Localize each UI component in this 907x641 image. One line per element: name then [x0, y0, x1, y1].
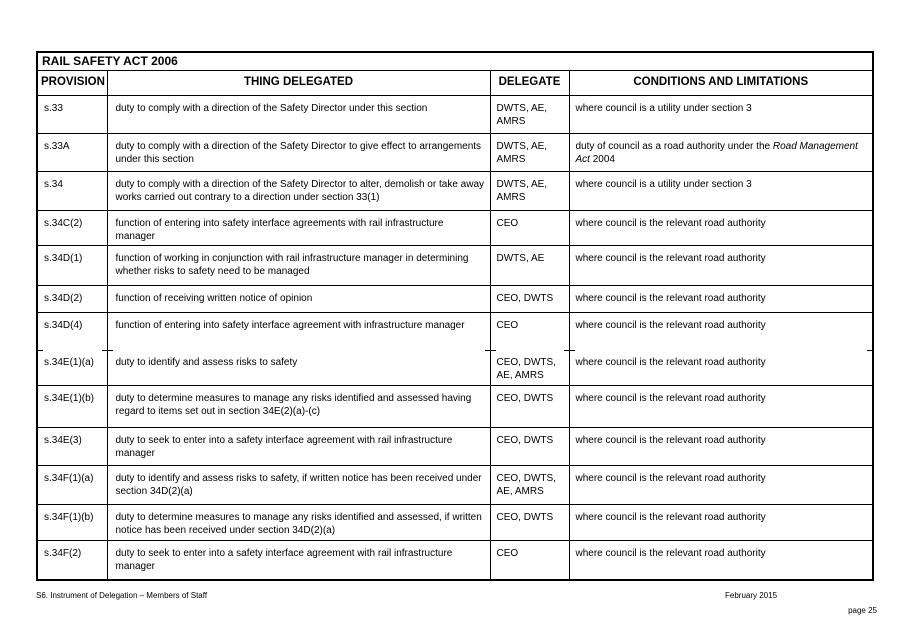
provision-cell: s.34F(1)(b) [37, 504, 107, 540]
thing-cell: function of receiving written notice of opinion [107, 285, 490, 312]
thing-cell: duty to comply with a direction of the Safety Director to alter, demolish or take away works carried out contrary to a direction under section 33(1) [107, 171, 490, 210]
provision-cell: s.33 [37, 95, 107, 133]
column-header-provision: PROVISION [37, 70, 107, 95]
thing-cell: duty to identify and assess risks to safety [107, 350, 490, 385]
column-header-row [37, 70, 873, 95]
provision-cell: s.34C(2) [37, 210, 107, 245]
table-row [37, 133, 873, 171]
delegate-cell: DWTS, AE, AMRS [490, 133, 569, 171]
conditions-cell [569, 171, 873, 210]
conditions-text: where council is the relevant road authority [575, 434, 766, 446]
provision-cell: s.34F(2) [37, 540, 107, 580]
conditions-cell [569, 245, 873, 285]
delegate-cell: CEO, DWTS, AE, AMRS [490, 350, 569, 385]
delegate-cell: CEO, DWTS [490, 285, 569, 312]
thing-cell: duty to comply with a direction of the Safety Director under this section [107, 95, 490, 133]
conditions-text-italic: Road Management Act [575, 140, 858, 165]
delegate-cell: CEO, DWTS [490, 427, 569, 465]
thing-cell: duty to determine measures to manage any risks identified and assessed having regard to items set out in section 34E(2)(a)-(c) [107, 385, 490, 427]
conditions-text: where council is a utility under section 3 [575, 102, 752, 114]
footer-document-title: S6. Instrument of Delegation – Members of Staff [36, 591, 208, 600]
conditions-cell [569, 540, 873, 580]
table-row [37, 504, 873, 540]
provision-cell: s.34D(2) [37, 285, 107, 312]
table-body [37, 95, 873, 580]
thing-cell: duty to comply with a direction of the Safety Director to give effect to arrangements under this section [107, 133, 490, 171]
footer-date: February 2015 [725, 591, 778, 600]
delegate-cell: CEO [490, 210, 569, 245]
table-row [37, 95, 873, 133]
column-header-thing-delegated: THING DELEGATED [107, 70, 490, 95]
conditions-text: where council is the relevant road authority [575, 392, 766, 404]
thing-cell: function of entering into safety interface agreement with infrastructure manager [107, 312, 490, 350]
table-row [37, 171, 873, 210]
thing-cell: duty to seek to enter into a safety interface agreement with rail infrastructure manager [107, 427, 490, 465]
table-row [37, 285, 873, 312]
conditions-cell [569, 312, 873, 350]
provision-cell: s.34D(4) [37, 312, 107, 350]
provision-cell: s.33A [37, 133, 107, 171]
provision-cell: s.34E(1)(b) [37, 385, 107, 427]
provision-cell: s.34D(1) [37, 245, 107, 285]
table-row [37, 465, 873, 504]
conditions-text: where council is the relevant road authority [575, 292, 766, 304]
provision-cell: s.34F(1)(a) [37, 465, 107, 504]
conditions-text: where council is the relevant road authority [575, 217, 766, 229]
delegate-cell: DWTS, AE [490, 245, 569, 285]
conditions-text: where council is the relevant road authority [575, 511, 766, 523]
conditions-text: where council is the relevant road authority [575, 319, 766, 331]
provision-cell: s.34 [37, 171, 107, 210]
conditions-text: where council is the relevant road authority [575, 547, 766, 559]
conditions-cell [569, 385, 873, 427]
delegate-cell: CEO, DWTS, AE, AMRS [490, 465, 569, 504]
delegate-cell: CEO [490, 540, 569, 580]
column-header-conditions: CONDITIONS AND LIMITATIONS [569, 70, 873, 95]
conditions-cell [569, 350, 873, 385]
column-header-delegate: DELEGATE [490, 70, 569, 95]
delegation-table [36, 51, 874, 581]
table-row [37, 540, 873, 580]
conditions-cell [569, 210, 873, 245]
thing-cell: function of entering into safety interface agreements with rail infrastructure manager [107, 210, 490, 245]
footer-page-number: page 25 [848, 606, 877, 615]
provision-cell: s.34E(3) [37, 427, 107, 465]
table-row [37, 245, 873, 285]
delegate-cell: CEO, DWTS [490, 504, 569, 540]
conditions-cell [569, 427, 873, 465]
conditions-cell [569, 95, 873, 133]
delegate-cell: CEO [490, 312, 569, 350]
table-row [37, 385, 873, 427]
delegate-cell: DWTS, AE, AMRS [490, 95, 569, 133]
table-row [37, 350, 873, 385]
table-row [37, 210, 873, 245]
delegate-cell: DWTS, AE, AMRS [490, 171, 569, 210]
conditions-cell [569, 465, 873, 504]
conditions-text: duty of council as a road authority under the [575, 140, 773, 152]
thing-cell: duty to seek to enter into a safety interface agreement with rail infrastructure manager [107, 540, 490, 580]
provision-cell: s.34E(1)(a) [37, 350, 107, 385]
conditions-text: 2004 [589, 153, 615, 165]
thing-cell: function of working in conjunction with rail infrastructure manager in determining whether risks to safety need to be managed [107, 245, 490, 285]
act-title: RAIL SAFETY ACT 2006 [37, 52, 873, 70]
delegate-cell: CEO, DWTS [490, 385, 569, 427]
conditions-text: where council is a utility under section 3 [575, 178, 752, 190]
conditions-text: where council is the relevant road authority [575, 357, 766, 368]
thing-cell: duty to identify and assess risks to safety, if written notice has been received under section 34D(2)(a) [107, 465, 490, 504]
table-row [37, 427, 873, 465]
conditions-cell [569, 285, 873, 312]
table-row [37, 312, 873, 350]
thing-cell: duty to determine measures to manage any risks identified and assessed, if written notice has been received under section 34D(2)(a) [107, 504, 490, 540]
conditions-cell [569, 133, 873, 171]
conditions-cell [569, 504, 873, 540]
conditions-text: where council is the relevant road authority [575, 472, 766, 484]
conditions-text: where council is the relevant road authority [575, 252, 766, 264]
act-title-row [37, 52, 873, 70]
